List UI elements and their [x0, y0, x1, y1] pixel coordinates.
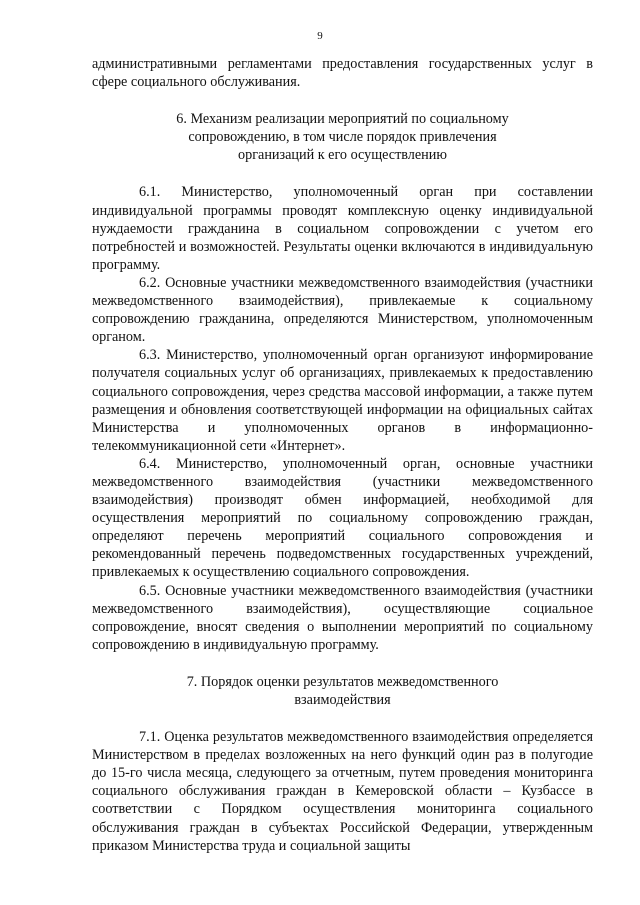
section-7-heading-line-1: 7. Порядок оценки результатов межведомственного: [186, 673, 499, 690]
section-6-heading-line-1: 6. Механизм реализации мероприятий по социальному: [176, 111, 509, 128]
paragraph-6-1: 6.1. Министерство, уполномоченный орган при составлении индивидуальной программы проводят комплексную оценку индивидуальной нуждаемости гражданина в социальном сопровождении с учетом его потребностей и возможностей. Результаты оценки включаются в индивидуальную программу.: [92, 184, 593, 273]
page-number: 9: [317, 30, 323, 42]
section-6-heading: [92, 110, 593, 164]
document-body: [92, 55, 593, 855]
section-6-heading-line-3: организаций к его осуществлению: [238, 147, 447, 164]
paragraph-6-2: 6.2. Основные участники межведомственного взаимодействия (участники межведомственного взаимодействия), привлекаемые к социальному сопровождению гражданина, определяются Министерством, уполномоченным органом.: [92, 274, 593, 346]
continuation-paragraph: административными регламентами предоставления государственных услуг в сфере социального обслуживания.: [92, 56, 593, 91]
paragraph-7-1: 7.1. Оценка результатов межведомственного взаимодействия определяется Министерством в пределах возложенных на него функций один раз в полугодие до 15-го числа месяца, следующего за отчетным, путем проведения мониторинга социального обслуживания граждан в Кемеровской области – Кузбассе в соответствии с Порядком осуществления мониторинга социального обслуживания граждан в субъектах Российской Федерации, утвержденным приказом Министерства труда и социальной защиты: [92, 729, 593, 854]
section-6-heading-line-2: сопровождению, в том числе порядок привлечения: [188, 129, 497, 146]
paragraph-6-3: 6.3. Министерство, уполномоченный орган организуют информирование получателя социальных услуг об организациях, привлекаемых к предоставлению социального сопровождения, через средства массовой информации, а также путем размещения и обновления соответствующей информации на официальных сайтах Министерства и уполномоченных органов в информационно-телекоммуникационной сети «Интернет».: [92, 347, 593, 454]
paragraph-6-5: 6.5. Основные участники межведомственного взаимодействия (участники межведомственного взаимодействия), осуществляющие социальное сопровождение, вносят сведения о выполнении мероприятий по социальному сопровождению в индивидуальную программу.: [92, 582, 593, 653]
section-7-heading-line-2: взаимодействия: [294, 692, 391, 708]
paragraph-6-4: 6.4. Министерство, уполномоченный орган, основные участники межведомственного взаимодействия (участники межведомственного взаимодействия) производят обмен информацией, необходимой для осуществления мероприятий по социальному сопровождению граждан, определяют перечень мероприятий социального сопровождения и рекомендованный перечень подведомственных государственных учреждений, привлекаемых к осуществлению социального сопровождения.: [92, 455, 593, 581]
section-7-heading: [92, 673, 593, 709]
